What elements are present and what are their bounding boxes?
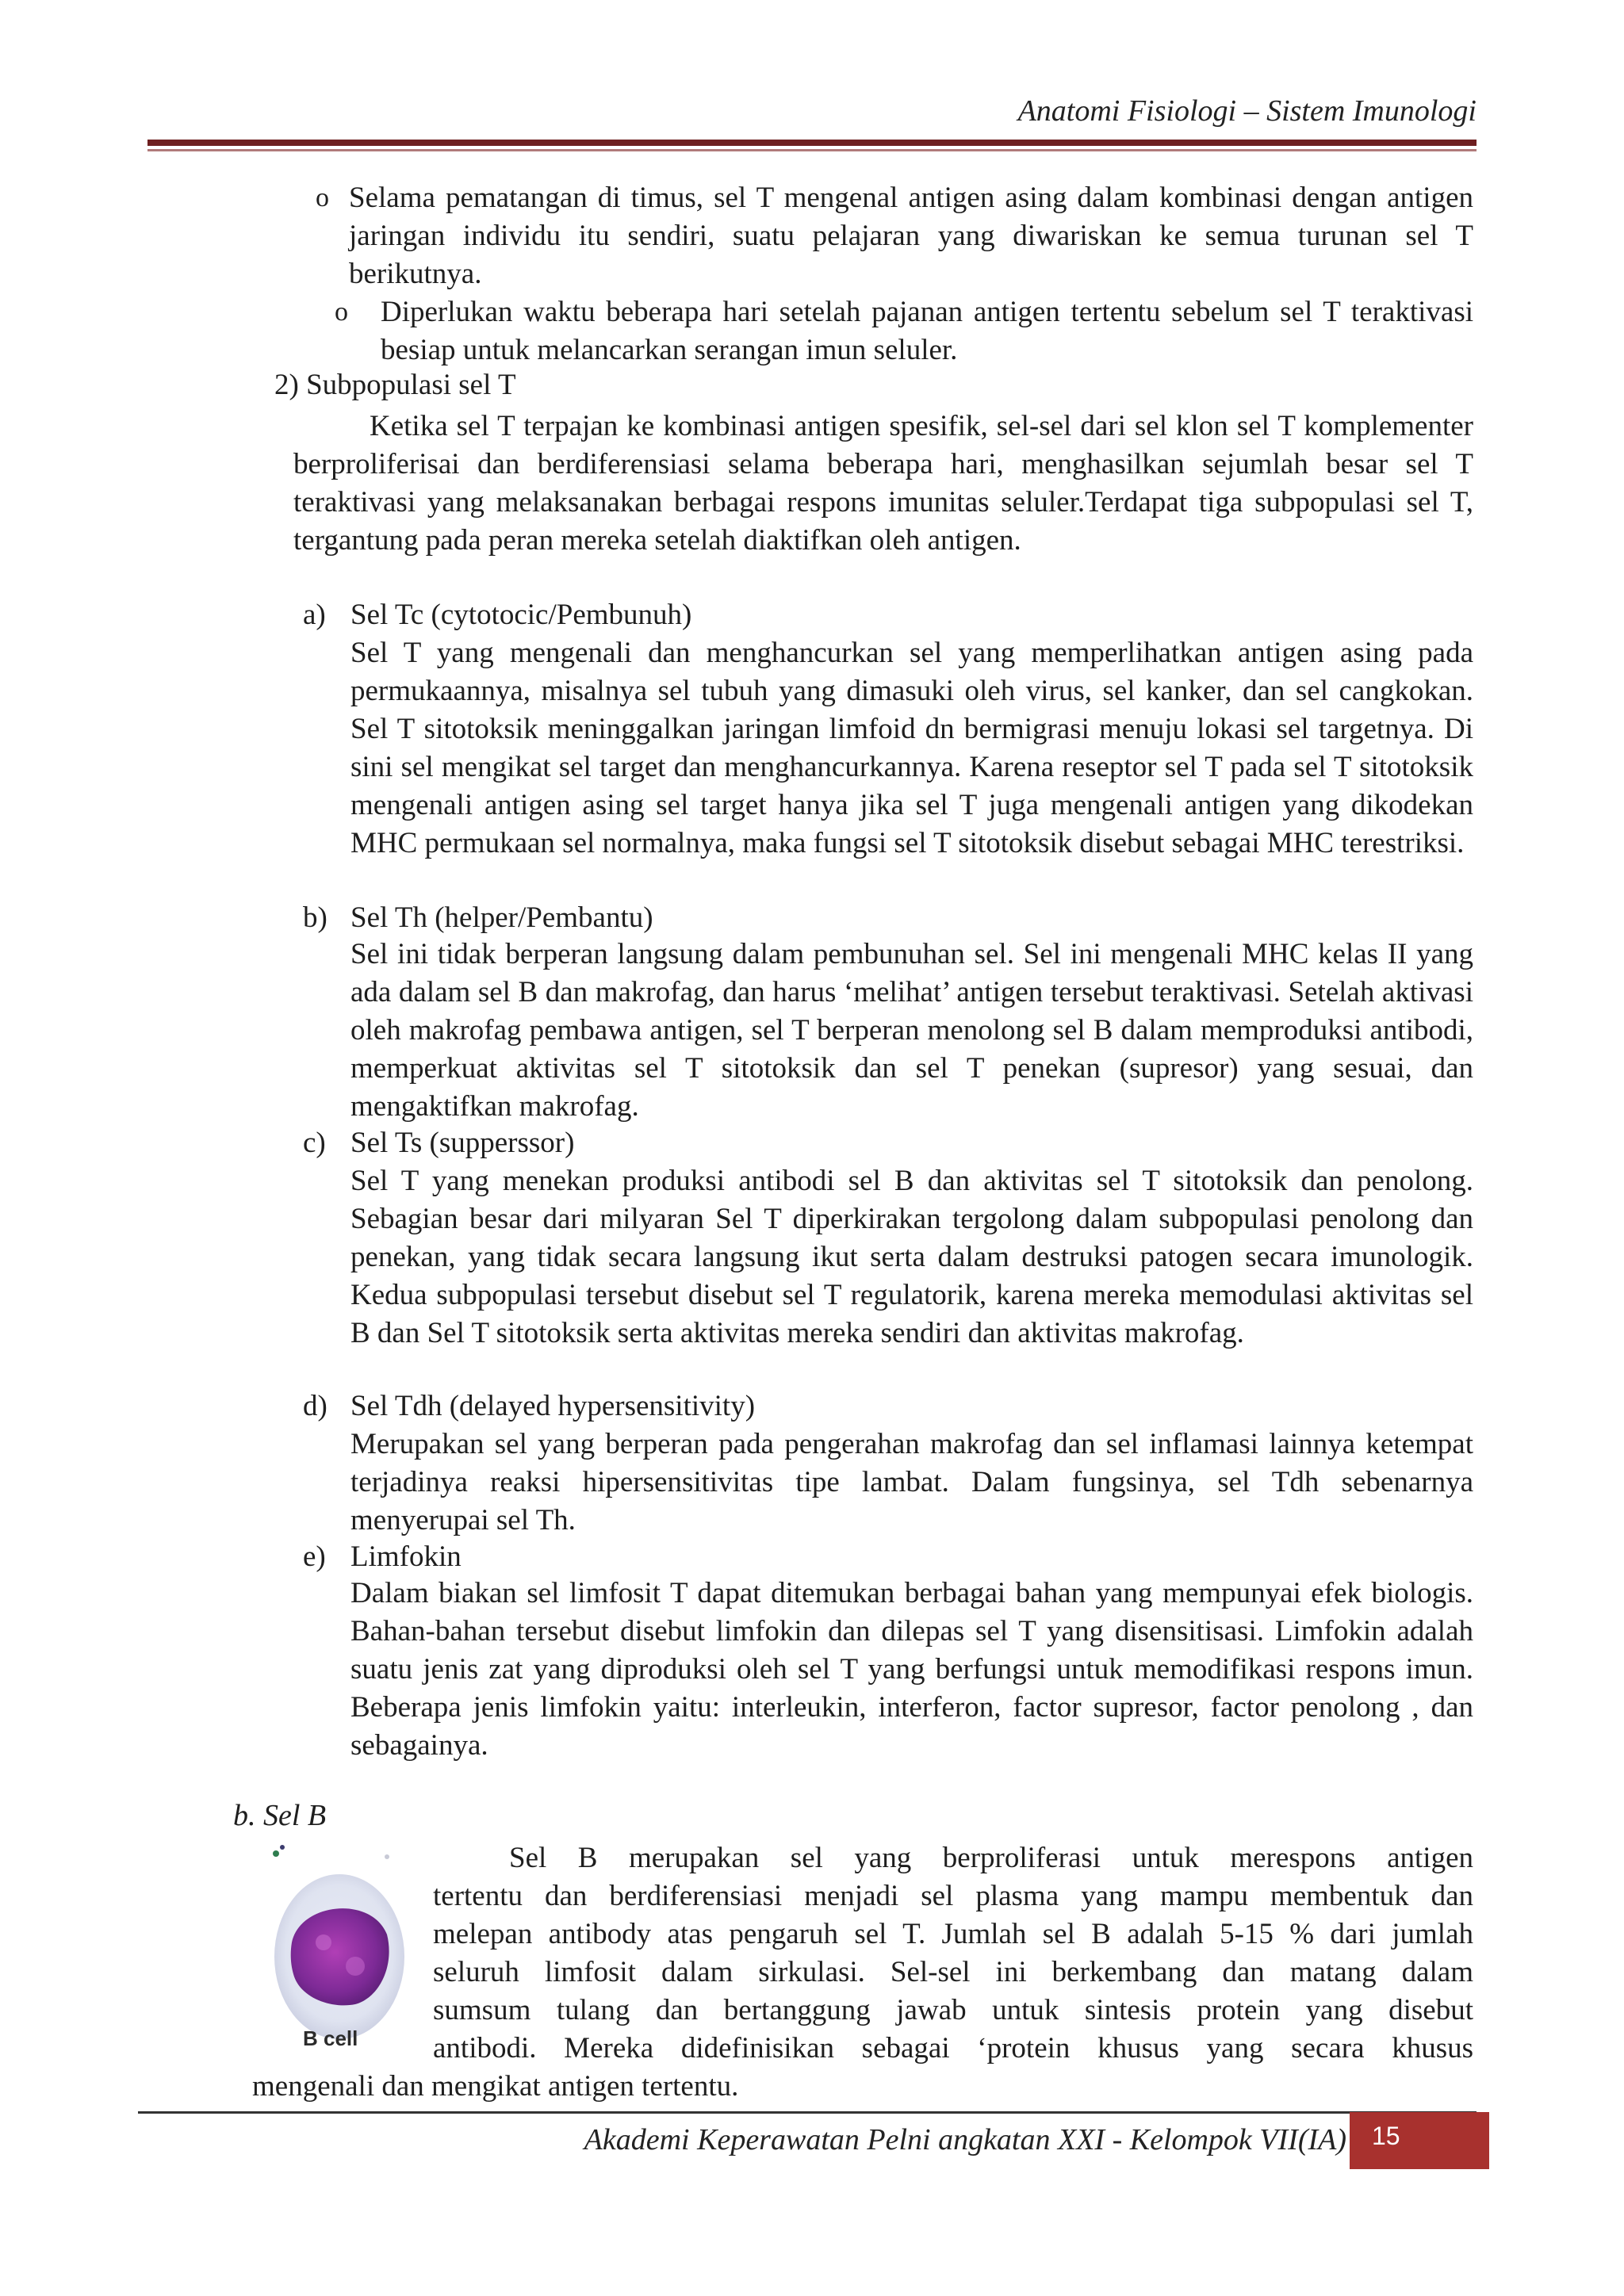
header-rule [147, 140, 1477, 146]
sel-b-line: tertentu dan berdiferensiasi menjadi sel plasma yang mampu membentuk dan [433, 1880, 1473, 1912]
sel-b-line: Sel B merupakan sel yang berproliferasi untuk merespons antigen [509, 1842, 1473, 1874]
page-number: 15 [1372, 2122, 1400, 2150]
bullet-marker: o [316, 183, 329, 212]
b-cell-image [268, 1839, 411, 2057]
item-body: Sel ini tidak berperan langsung dalam pembunuhan sel. Sel ini mengenali MHC kelas II yang ada dalam sel B dan makrofag, dan harus ‘melihat’ antigen tersebut teraktivasi. Setelah aktivasi oleh makrofag pembawa antigen, sel T berperan menolong sel B dalam memproduksi antibodi, memperkuat aktivitas sel T sitotoksik dan sel T penekan (supresor) yang sesuai, dan mengaktifkan makrofag. [350, 938, 1473, 1123]
item-marker: e) [303, 1540, 326, 1573]
section-heading-sel-b: b. Sel B [233, 1799, 327, 1832]
bullet-text: Diperlukan waktu beberapa hari setelah pajanan antigen tertentu sebelum sel T teraktivasi besiap untuk melancarkan serangan imun seluler. [381, 296, 1473, 366]
bullet-text: Selama pematangan di timus, sel T mengenal antigen asing dalam kombinasi dengan antigen jaringan individu itu sendiri, suatu pelajaran yang diwariskan ke semua turunan sel T berikutnya. [349, 182, 1473, 290]
item-marker: a) [303, 599, 326, 631]
footer-rule [138, 2111, 1477, 2114]
item-marker: b) [303, 901, 327, 934]
item-marker: c) [303, 1127, 326, 1159]
sel-b-line: sumsum tulang dan bertanggung jawab untuk sintesis protein yang disebut [433, 1994, 1473, 2026]
item-title: Limfokin [350, 1540, 462, 1573]
item-title: Sel Tc (cytotocic/Pembunuh) [350, 599, 692, 631]
page-number-box [1350, 2112, 1489, 2169]
item-body: Sel T yang menekan produksi antibodi sel B dan aktivitas sel T sitotoksik dan penolong. Sebagian besar dari milyaran Sel T diperkirakan tergolong dalam subpopulasi penolong dan penekan, yang tidak secara langsung ikut serta dalam destruksi patogen secara imunologik. Kedua subpopulasi tersebut disebut sel T regulatorik, karena mereka memodulasi aktivitas sel B dan Sel T sitotoksik serta aktivitas mereka sendiri dan aktivitas makrofag. [350, 1165, 1473, 1349]
section-heading-subpopulasi: 2) Subpopulasi sel T [274, 369, 516, 401]
sel-b-line: seluruh limfosit dalam sirkulasi. Sel-sel ini berkembang dan matang dalam [433, 1956, 1473, 1988]
item-marker: d) [303, 1390, 327, 1422]
subpop-intro: Ketika sel T terpajan ke kombinasi antigen spesifik, sel-sel dari sel klon sel T komplementer berproliferisai dan berdiferensiasi selama beberapa hari, menghasilkan sejumlah besar sel T teraktivasi yang melaksanakan berbagai respons imunitas seluler.Terdapat tiga subpopulasi sel T, tergantung pada peran mereka setelah diaktifkan oleh antigen. [293, 410, 1473, 557]
footer-text: Akademi Keperawatan Pelni angkatan XXI - Kelompok VII(IA) [584, 2123, 1346, 2156]
b-cell-label: B cell [303, 2026, 358, 2050]
sel-b-last-line: mengenali dan mengikat antigen tertentu. [252, 2070, 739, 2103]
item-title: Sel Ts (supperssor) [350, 1127, 575, 1159]
sel-b-line: melepan antibody atas pengaruh sel T. Jumlah sel B adalah 5-15 % dari jumlah [433, 1918, 1473, 1950]
sel-b-line: antibodi. Mereka didefinisikan sebagai ‘protein khusus yang secara khusus [433, 2032, 1473, 2064]
sel-b-paragraph [433, 1839, 1473, 2068]
item-title: Sel Tdh (delayed hypersensitivity) [350, 1390, 756, 1422]
item-body: Sel T yang mengenali dan menghancurkan sel yang memperlihatkan antigen asing pada permukaannya, misalnya sel tubuh yang dimasuki oleh virus, sel kanker, dan sel cangkokan. Sel T sitotoksik meninggalkan jaringan limfoid dn bermigrasi menuju lokasi sel targetnya. Di sini sel mengikat sel target dan menghancurkannya. Karena reseptor sel T pada sel T sitotoksik mengenali antigen asing sel target hanya jika sel T juga mengenali antigen yang dikodekan MHC permukaan sel normalnya, maka fungsi sel T sitotoksik disebut sebagai MHC terestriksi. [350, 637, 1473, 859]
bullet-marker: o [335, 297, 348, 327]
item-body: Dalam biakan sel limfosit T dapat ditemukan berbagai bahan yang mempunyai efek biologis. Bahan-bahan tersebut disebut limfokin dan dilepas sel T yang disensitisasi. Limfokin adalah suatu jenis zat yang diproduksi oleh sel T yang berfungsi untuk memodifikasi respons imun. Beberapa jenis limfokin yaitu: interleukin, interferon, factor supresor, factor penolong , dan sebagainya. [350, 1577, 1473, 1762]
item-title: Sel Th (helper/Pembantu) [350, 901, 653, 934]
header-rule-thin [147, 149, 1477, 151]
item-body: Merupakan sel yang berperan pada pengerahan makrofag dan sel inflamasi lainnya ketempat terjadinya reaksi hipersensitivitas tipe lambat. Dalam fungsinya, sel Tdh sebenarnya menyerupai sel Th. [350, 1428, 1473, 1536]
running-header: Anatomi Fisiologi – Sistem Imunologi [1017, 94, 1477, 128]
